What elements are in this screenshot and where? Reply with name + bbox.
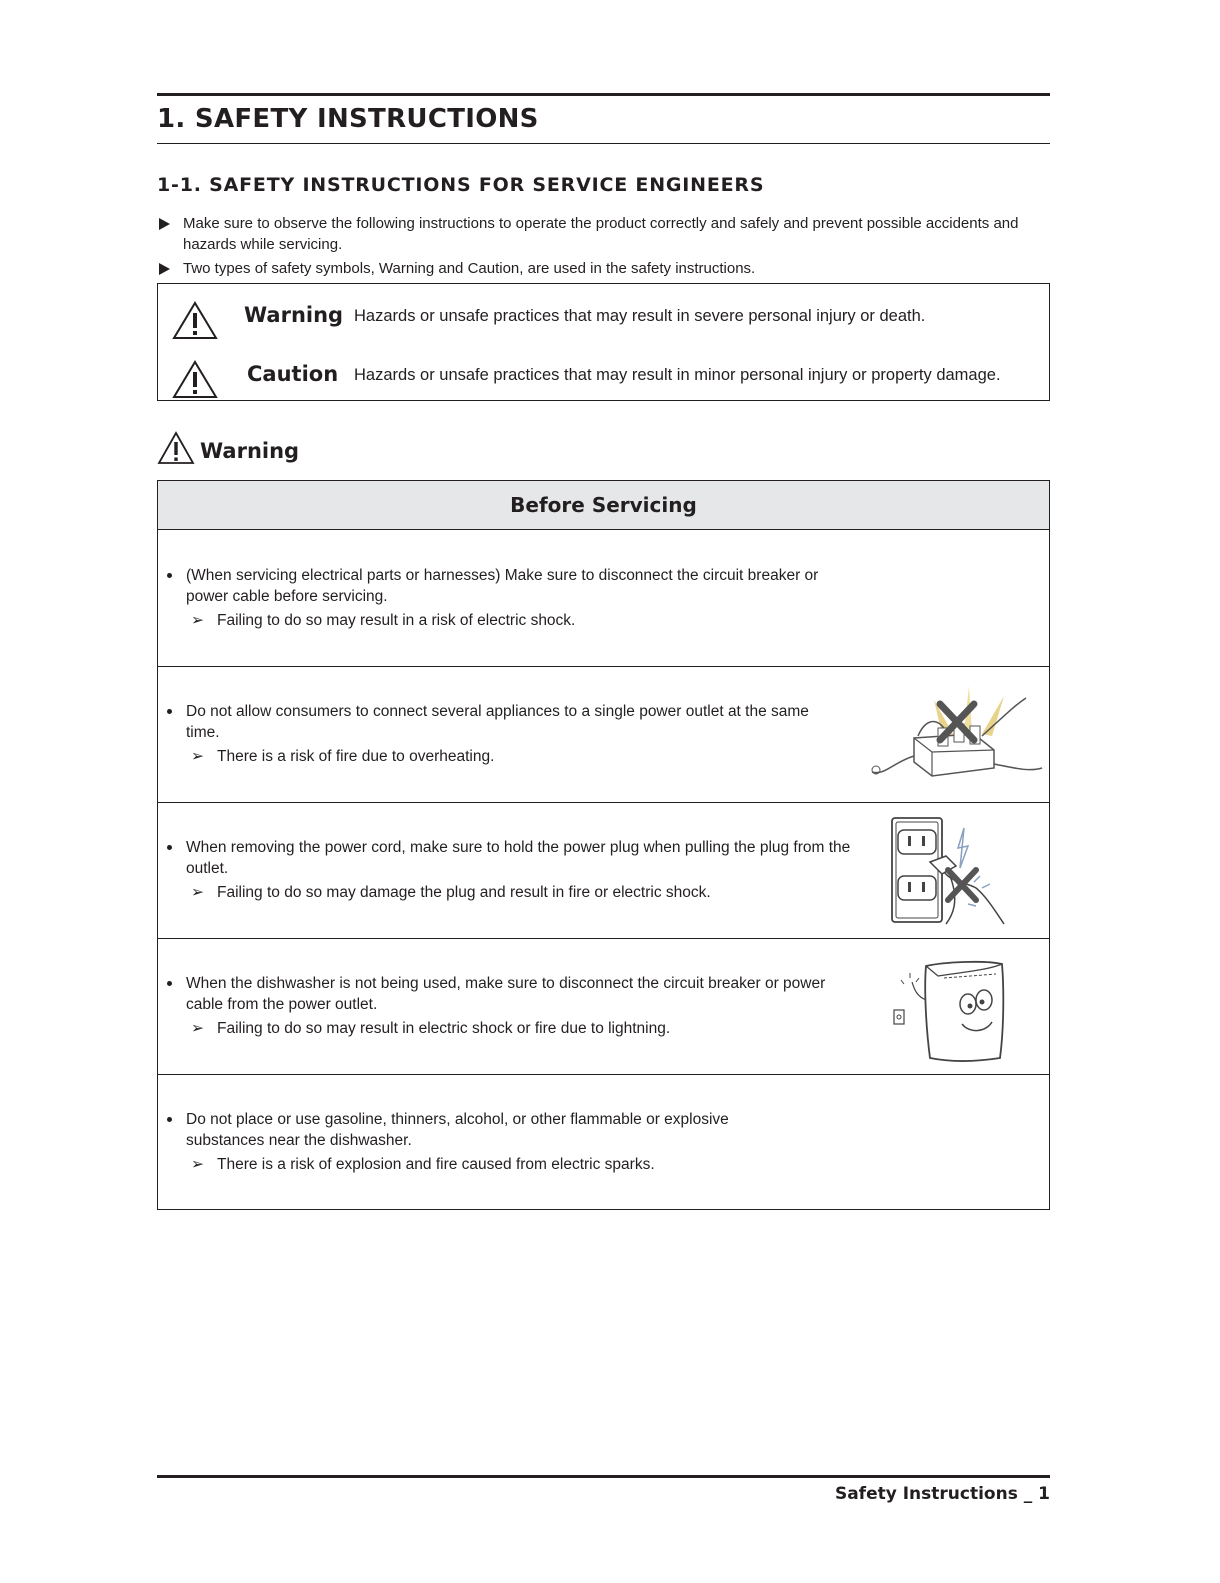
table-header: Before Servicing — [158, 481, 1049, 530]
caution-triangle-icon — [172, 359, 218, 399]
top-rule — [157, 93, 1050, 96]
warning-symbol-row — [158, 294, 1051, 344]
arrow-bullet-icon: ➢ — [191, 1020, 204, 1037]
arrow-bullet-icon: ➢ — [191, 748, 204, 765]
warning-label: Warning — [244, 303, 344, 327]
row-note: ➢ Failing to do so may damage the plug and result in fire or electric shock. — [191, 884, 711, 901]
bullet-dot-icon — [167, 981, 172, 986]
table-row — [158, 802, 1049, 939]
arrow-bullet-icon: ➢ — [191, 884, 204, 901]
warning-triangle-icon — [172, 300, 218, 340]
row-text: (When servicing electrical parts or harnesses) Make sure to disconnect the circuit breaker or power cable before servicing. — [186, 567, 819, 605]
bullet-dot-icon — [167, 709, 172, 714]
warning-description: Hazards or unsafe practices that may result in severe personal injury or death. — [354, 307, 926, 325]
warning-heading-label: Warning — [200, 439, 300, 463]
intro-bullet-1: Make sure to observe the following instructions to operate the product correctly and safely and prevent possible accidents and hazards while servicing. — [157, 213, 1037, 255]
row-note: ➢ There is a risk of explosion and fire caused from electric sparks. — [191, 1156, 655, 1173]
bullet-dot-icon — [167, 573, 172, 578]
row-text: When removing the power cord, make sure to hold the power plug when pulling the plug from the outlet. — [186, 839, 851, 877]
row-text: Do not allow consumers to connect several appliances to a single power outlet at the same time. — [186, 703, 809, 741]
section-title: 1-1. SAFETY INSTRUCTIONS FOR SERVICE ENGINEERS — [157, 174, 765, 196]
intro-bullet-2: Two types of safety symbols, Warning and Caution, are used in the safety instructions. — [157, 258, 1037, 279]
chapter-title: 1. SAFETY INSTRUCTIONS — [157, 104, 539, 134]
table-row — [158, 666, 1049, 803]
caution-description: Hazards or unsafe practices that may result in minor personal injury or property damage. — [354, 366, 1001, 384]
table-row — [158, 530, 1049, 667]
caution-label: Caution — [247, 362, 339, 386]
arrow-bullet-icon: ➢ — [191, 612, 204, 629]
row-note: ➢ There is a risk of fire due to overheating. — [191, 748, 495, 765]
caution-symbol-row — [158, 353, 1051, 403]
bullet-dot-icon — [167, 845, 172, 850]
triangle-bullet-icon — [159, 263, 170, 275]
safety-symbols-box — [157, 283, 1050, 401]
pulling-plug-by-cord-illustration — [864, 812, 1044, 928]
row-note: ➢ Failing to do so may result in a risk of electric shock. — [191, 612, 576, 629]
dishwasher-unplugged-illustration — [864, 948, 1044, 1064]
table-row — [158, 1074, 1049, 1210]
table-row — [158, 938, 1049, 1075]
overloaded-power-strip-illustration — [864, 676, 1044, 792]
before-servicing-table — [157, 480, 1050, 1210]
footer-rule — [157, 1475, 1050, 1478]
page-footer: Safety Instructions _ 1 — [834, 1484, 1050, 1504]
bullet-dot-icon — [167, 1117, 172, 1122]
row-text: When the dishwasher is not being used, make sure to disconnect the circuit breaker or power cable from the power outlet. — [186, 975, 826, 1013]
row-note: ➢ Failing to do so may result in electric shock or fire due to lightning. — [191, 1020, 671, 1037]
arrow-bullet-icon: ➢ — [191, 1156, 204, 1173]
warning-triangle-icon — [157, 431, 195, 465]
title-underline — [157, 143, 1050, 144]
row-text: Do not place or use gasoline, thinners, alcohol, or other flammable or explosive substances near the dishwasher. — [186, 1111, 729, 1149]
triangle-bullet-icon — [159, 218, 170, 230]
